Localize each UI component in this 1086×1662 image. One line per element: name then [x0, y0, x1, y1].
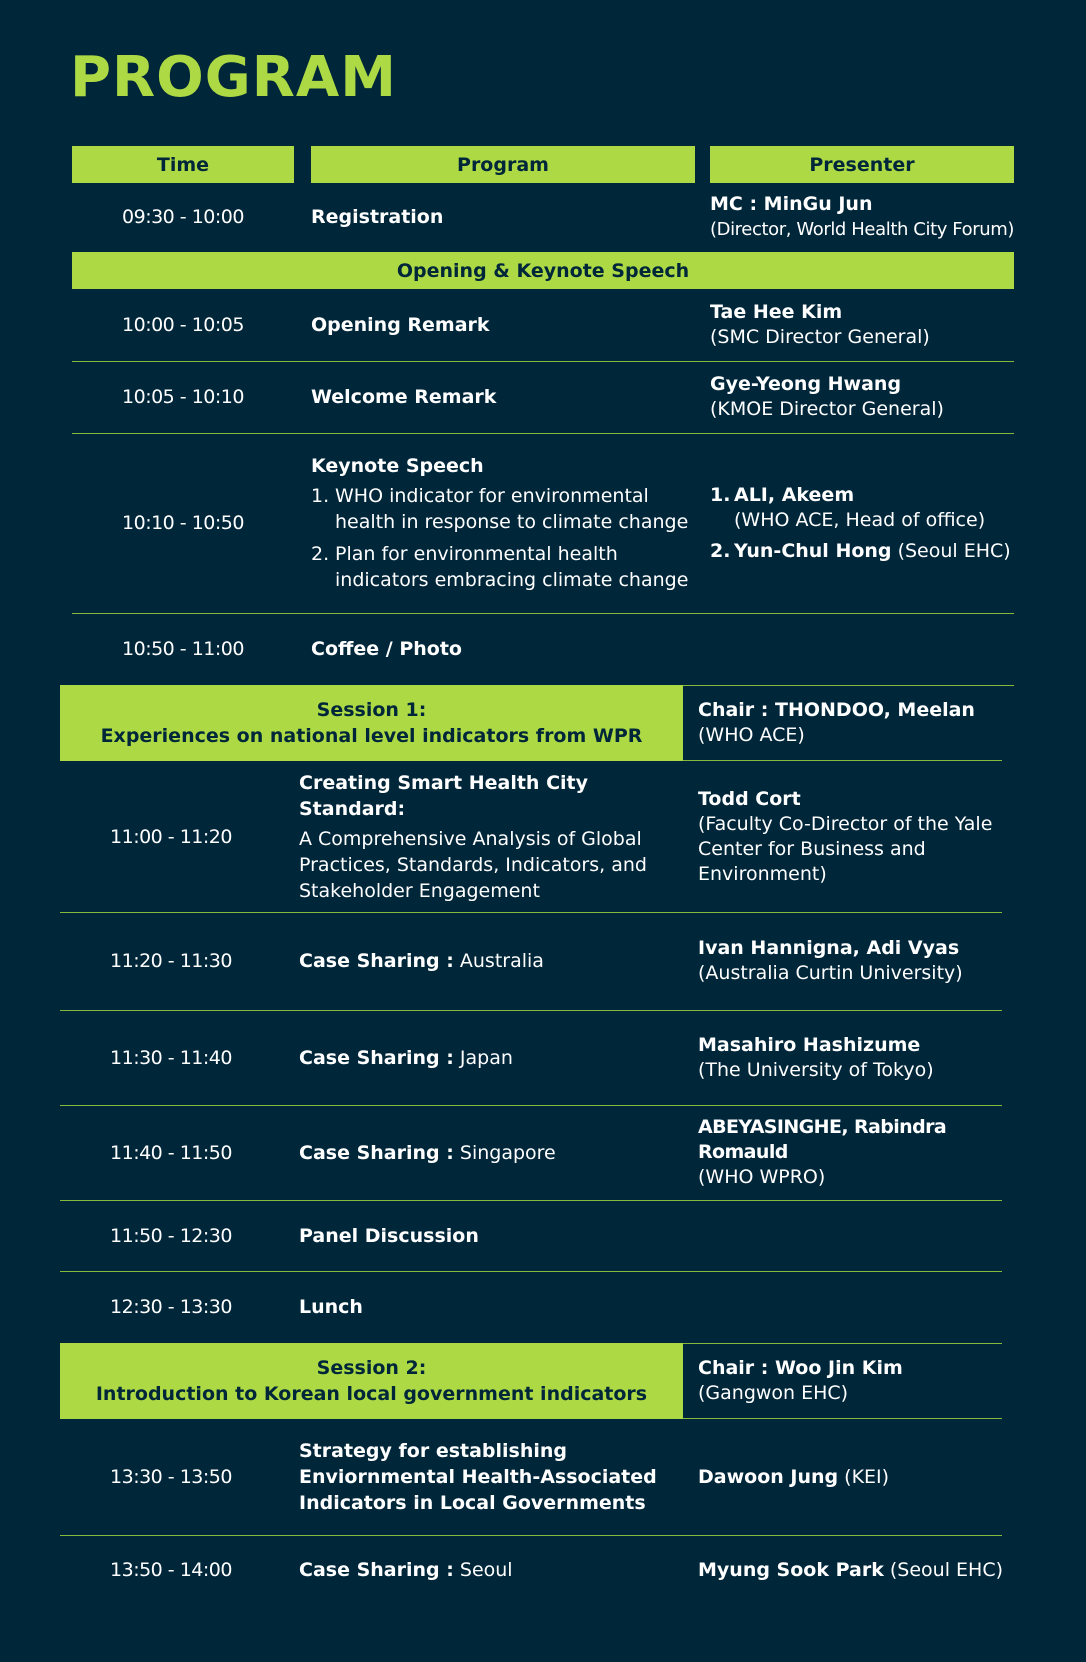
time-cell: 12:30 - 13:30: [110, 1296, 232, 1318]
session-title: Introduction to Korean local government indicators: [95, 1383, 648, 1405]
session-label: Session 1:: [316, 699, 427, 721]
list-item: [311, 541, 691, 593]
schedule-row-lunch: [0, 1271, 1086, 1343]
presenter-org: (WHO WPRO): [698, 1166, 826, 1188]
header-program: Program: [311, 146, 695, 183]
chair-cell: [698, 1343, 1018, 1419]
list-item: [710, 539, 1030, 564]
program-title: Welcome Remark: [311, 386, 497, 408]
presenter-org: (KMOE Director General): [710, 398, 944, 420]
band-title: Opening & Keynote Speech: [396, 259, 690, 282]
program-value: Japan: [453, 1046, 513, 1069]
program-title: Creating Smart Health City Standard:: [299, 771, 588, 820]
keynote-topic-list: [311, 483, 691, 593]
schedule-row-panel: [0, 1200, 1086, 1271]
program-value: Seoul: [453, 1559, 513, 1581]
list-item: [710, 483, 1030, 533]
presenter-cell: [698, 1105, 1018, 1200]
schedule-row-coffee: [0, 613, 1086, 685]
program-label: Case Sharing :: [299, 950, 454, 972]
keynote-presenter-list: [710, 483, 1030, 564]
time-cell: 11:50 - 12:30: [110, 1224, 232, 1247]
chair-name: Chair : THONDOO, Meelan: [698, 699, 975, 721]
presenter-cell: [698, 912, 1018, 1010]
presenter-org: (Seoul EHC): [883, 1558, 1004, 1581]
presenter-name: Yun-Chul Hong: [734, 539, 892, 562]
schedule-row-case-seoul: [0, 1535, 1086, 1605]
presenter-name: Tae Hee Kim: [710, 301, 843, 323]
program-cell: [299, 761, 683, 912]
program-value: Australia: [453, 950, 544, 972]
schedule-row-welcome-remark: [0, 361, 1086, 433]
program-title: Registration: [311, 206, 444, 228]
page-title: PROGRAM: [70, 45, 397, 110]
session-label: Session 2:: [316, 1357, 427, 1379]
session-1-chair: [0, 685, 1086, 761]
program-title: Panel Discussion: [299, 1224, 479, 1247]
list-text: Plan for environmental health indicators embracing climate change: [335, 543, 689, 591]
time-cell: 10:05 - 10:10: [122, 386, 244, 408]
presenter-org: (Faculty Co-Director of the Yale Center for Business and Environment): [698, 812, 993, 885]
time-cell: 09:30 - 10:00: [122, 206, 244, 228]
chair-org: (Gangwon EHC): [698, 1382, 849, 1404]
presenter-name: Gye-Yeong Hwang: [710, 373, 902, 395]
time-cell: 10:50 - 11:00: [122, 638, 244, 660]
program-title: Lunch: [299, 1296, 363, 1318]
schedule-row-case-japan: [0, 1010, 1086, 1105]
schedule-row-case-singapore: [0, 1105, 1086, 1200]
presenter-name: Myung Sook Park: [698, 1558, 884, 1581]
time-cell: 10:00 - 10:05: [122, 314, 244, 336]
chair-cell: [698, 685, 1018, 761]
chair-name: Chair : Woo Jin Kim: [698, 1357, 903, 1379]
presenter-cell: [698, 1419, 1018, 1535]
program-label: Case Sharing :: [299, 1141, 454, 1164]
time-cell: 11:00 - 11:20: [110, 825, 232, 848]
presenter-name: Ivan Hannigna, Adi Vyas: [698, 937, 960, 959]
program-title: Strategy for establishing Enviornmental Health-Associated Indicators in Local Governments: [299, 1440, 657, 1514]
program-cell: [299, 1105, 683, 1200]
time-cell: 10:10 - 10:50: [122, 512, 244, 534]
program-cell: [299, 1010, 683, 1105]
program-cell: [299, 912, 683, 1010]
presenter-cell: [698, 1010, 1018, 1105]
presenter-cell: [710, 361, 1030, 433]
presenter-org: (KEI): [838, 1465, 890, 1488]
session-2-chair: [0, 1343, 1086, 1419]
presenter-cell: [698, 1535, 1018, 1605]
program-cell: [311, 186, 695, 248]
schedule-row-case-australia: [0, 912, 1086, 1010]
program-cell: [311, 361, 695, 433]
time-cell: 11:20 - 11:30: [110, 950, 232, 972]
header-time: Time: [72, 146, 294, 183]
presenter-name: ALI, Akeem: [734, 483, 855, 506]
presenter-org: (The University of Tokyo): [698, 1058, 934, 1081]
list-number: 1.: [710, 483, 731, 506]
presenter-cell: [698, 761, 1008, 912]
time-cell: 13:30 - 13:50: [110, 1466, 232, 1488]
list-number: 2.: [311, 543, 330, 565]
schedule-row-opening-remark: [0, 289, 1086, 361]
program-title: Coffee / Photo: [311, 638, 462, 660]
program-label: Case Sharing :: [299, 1046, 454, 1069]
presenter-name: Dawoon Jung: [698, 1465, 839, 1488]
presenter-name: ABEYASINGHE, Rabindra Romauld: [698, 1116, 947, 1163]
program-cell: [299, 1271, 683, 1343]
presenter-name: Todd Cort: [698, 787, 801, 810]
presenter-name: Masahiro Hashizume: [698, 1033, 921, 1056]
time-cell: 11:40 - 11:50: [110, 1141, 232, 1164]
list-number: 1.: [311, 485, 330, 507]
chair-org: (WHO ACE): [698, 724, 805, 746]
time-cell: 13:50 - 14:00: [110, 1559, 232, 1581]
presenter-org: (Director, World Health City Forum): [710, 219, 1014, 240]
presenter-cell: [710, 433, 1030, 613]
presenter-org: (SMC Director General): [710, 326, 930, 348]
session-title: Experiences on national level indicators from WPR: [100, 725, 643, 747]
schedule-row-registration: [0, 186, 1086, 248]
program-title: Opening Remark: [311, 314, 490, 336]
presenter-org: (WHO ACE, Head of office): [734, 508, 986, 531]
presenter-name: MC : MinGu Jun: [710, 193, 873, 215]
program-title: Keynote Speech: [311, 455, 484, 477]
opening-keynote-band: [72, 252, 1014, 289]
presenter-cell: [710, 289, 1030, 361]
list-number: 2.: [710, 539, 731, 562]
time-cell: 11:30 - 11:40: [110, 1046, 232, 1069]
schedule-row-strategy: [0, 1419, 1086, 1535]
program-value: Singapore: [453, 1141, 556, 1164]
program-cell: [311, 289, 695, 361]
program-cell: [311, 433, 691, 613]
program-description: A Comprehensive Analysis of Global Practices, Standards, Indicators, and Stakeholder Engagement: [299, 827, 647, 902]
program-cell: [311, 613, 695, 685]
list-item: [311, 483, 691, 535]
presenter-org: (Seoul EHC): [897, 539, 1011, 562]
schedule-row-smart-health-city: [0, 761, 1086, 912]
program-cell: [299, 1200, 683, 1271]
presenter-cell: [710, 186, 1030, 248]
program-label: Case Sharing :: [299, 1559, 454, 1581]
list-text: WHO indicator for environmental health in response to climate change: [335, 485, 689, 533]
program-cell: [299, 1419, 687, 1535]
header-presenter: Presenter: [710, 146, 1014, 183]
presenter-org: (Australia Curtin University): [698, 962, 963, 984]
program-cell: [299, 1535, 683, 1605]
schedule-row-keynote: [0, 433, 1086, 613]
